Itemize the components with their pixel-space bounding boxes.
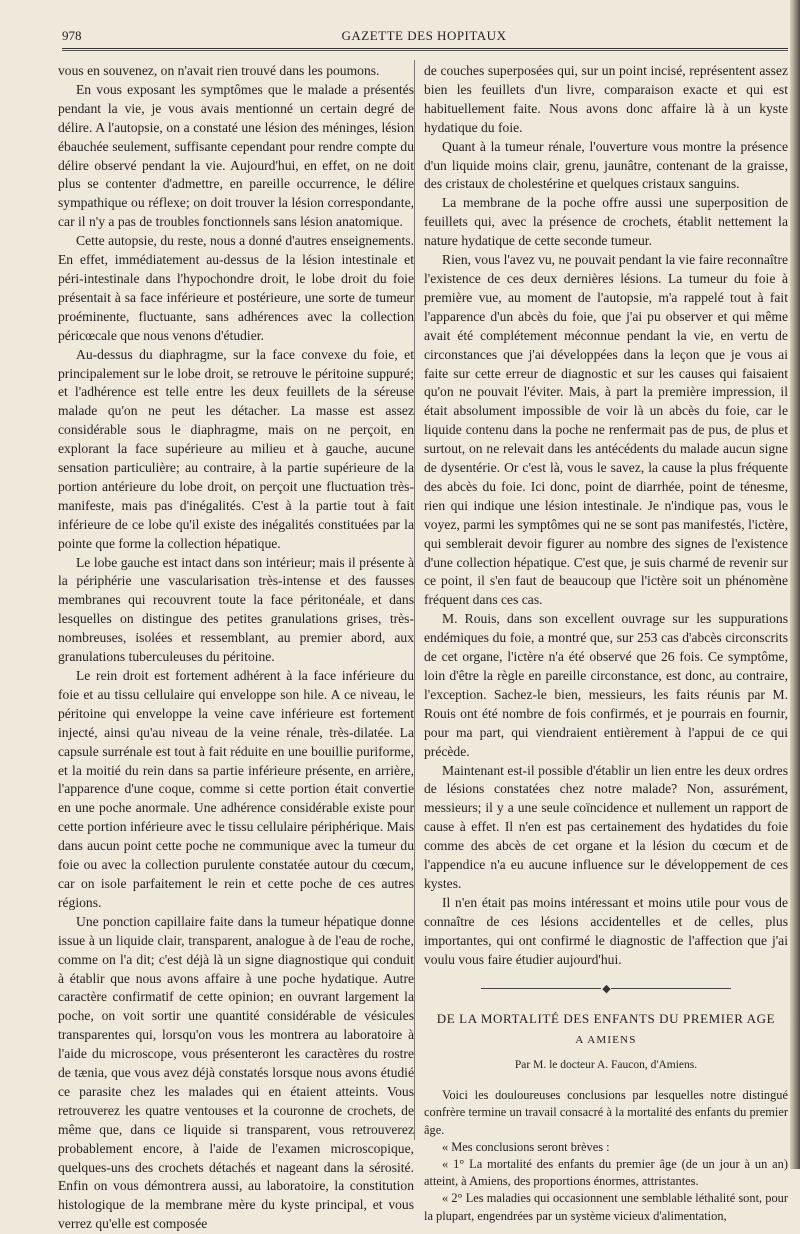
- header-rule: [62, 48, 788, 51]
- paragraph: vous en souvenez, on n'avait rien trouvé dans les poumons.: [58, 63, 380, 78]
- article-body: [424, 1087, 788, 1225]
- paragraph: « 2° Les maladies qui occasionnent une semblable léthalité sont, pour la plupart, engendrées par un système vicieux d'alimentation,: [424, 1191, 788, 1223]
- column-divider: [414, 60, 415, 1140]
- paragraph: Il n'en était pas moins intéressant et moins utile pour vous de connaître de ces lésions accidentelles et de celles, plus importantes, qui ont confirmé le diagnostic de l'affection que j'ai voulu vous faire étudier aujourd'hui.: [424, 894, 788, 967]
- section-separator: ◆: [424, 980, 788, 999]
- paragraph: de couches superposées qui, sur un point incisé, représentent assez bien les feuillets d'un livre, comparaison exacte et qui est habituellement faite. Nous avons donc affaire là à un kyste hydatique du foie.: [424, 63, 788, 135]
- paragraph: Maintenant est-il possible d'établir un lien entre les deux ordres de lésions constatées chez notre malade? Non, assurément, messieurs; il y a une seule coïncidence et nullement un rapport de cause à effet. Il n'en est pas certainement des hydatides du foie comme des abcès de cet organe et la lésion du cœcum et de l'appendice n'a eu aucune influence sur le développement de ces kystes.: [424, 762, 788, 891]
- left-column: [58, 62, 414, 1234]
- paragraph: Le rein droit est fortement adhérent à la face inférieure du foie et au tissu cellulaire qui enveloppe son hile. A ce niveau, le péritoine qui enveloppe la veine cave inférieure est fortement injecté, ainsi qu'au niveau de la veine rénale, très-dilatée. La capsule surrénale est tout à fait réduite en une bouillie puriforme, et la moitié du rein dans sa partie inférieure présente, en arrière, l'apparence d'une coque, comme si cette portion était convertie en une poche anormale. Une adhérence considérable existe pour cette portion inférieure avec le tissu cellulaire périphérique. Mais dans aucun point cette poche ne communique avec la tumeur du foie ou avec la collection purulente constatée autour du cœcum, car on isole parfaitement le rein et cette poche de ces autres régions.: [58, 668, 414, 910]
- page-header: [62, 24, 786, 46]
- paragraph: Au-dessus du diaphragme, sur la face convexe du foie, et principalement sur le lobe droit, se retrouve le péritoine suppuré; et l'adhérence est telle entre les deux feuillets de la séreuse malade qu'on ne peut les détacher. La masse est assez considérable sous le diaphragme, mais on ne perçoit, en explorant la face supérieure au milieu et à gauche, aucune sensation particulière; au contraire, à la partie supérieure de la portion antérieure du lobe droit, on perçoit une fluctuation très-manifeste, mais pas d'inégalités. C'est à la partie tout à fait inférieure de ce lobe qu'il existe des inégalités constituées par la pointe que forme la collection hépatique.: [58, 346, 414, 551]
- paragraph: En vous exposant les symptômes que le malade a présentés pendant la vie, je vous avais mentionné un certain degré de délire. A l'autopsie, on a constaté une lésion des méninges, lésion ébauchée seulement, suffisante cependant pour rendre compte du délire observé pendant la vie. Aujourd'hui, en effet, on ne doit plus se contenter d'admettre, en pareille occurrence, le délire sympathique ou réflexe; on doit trouver la lésion correspondante, car il n'y a pas de troubles fonctionnels sans lésion anatomique.: [58, 81, 414, 230]
- paragraph: Le lobe gauche est intact dans son intérieur; mais il présente à la périphérie une vascularisation très-intense et des fausses membranes qui recouvrent toute la face péritonéale, et dans lesquelles on distingue des petites granulations grises, très-nombreuses, isolées et ressemblant, au premier abord, aux granulations tuberculeuses du péritoine.: [58, 554, 414, 665]
- paragraph: « 1° La mortalité des enfants du premier âge (de un jour à un an) atteint, à Amiens, des proportions énormes, attristantes.: [424, 1156, 788, 1189]
- paragraph: Rien, vous l'avez vu, ne pouvait pendant la vie faire reconnaître l'existence de ces deux dernières lésions. La tumeur du foie à première vue, au moment de l'autopsie, m'a rappelé tout à fait l'apparence d'un abcès du foie, que j'ai pu observer et qui même avait été complétement méconnue pendant la vie, en vertu de circonstances que j'ai développées dans la leçon que je vous ai faite sur cette erreur de diagnostic et sur les causes qui faisaient qu'on ne pouvait l'éviter. Mais, à part la première impression, il était absolument impossible de voir là un abcès du foie, car le liquide contenu dans la poche ne renfermait pas de pus, de plus et surtout, on ne relevait dans les antécédents du malade aucun signe de dysentérie. Or c'est là, vous le savez, la cause la plus fréquente des abcès du foie. Ici donc, point de diarrhée, point de ténesme, rien qui indique une lésion intestinale. Je n'indique pas, vous le voyez, parmi les symptômes qui ne se sont pas manifestés, l'ictère, qui semblerait devoir figurer au nombre des signes de l'existence d'une collection hépatique. C'est que, je suis charmé de revenir sur ce point, il s'en faut de beaucoup que l'ictère soit un phénomène fréquent dans ces cas.: [424, 252, 788, 608]
- paragraph: M. Rouis, dans son excellent ouvrage sur les suppurations endémiques du foie, a montré que, sur 253 cas d'abcès circonscrits de cet organe, l'ictère n'a été observé que 26 fois. Ce symptôme, loin d'être la règle en pareille circonstance, est donc, au contraire, l'exception. Sachez-le bien, messieurs, les faits réunis par M. Rouis ont été nombre de fois confirmés, et je pourrais en fournir, pour ma part, qui viendraient entièrement à l'appui de ce qui précède.: [424, 611, 788, 759]
- page-number: 978: [62, 28, 82, 43]
- right-column: [424, 62, 788, 1225]
- paragraph: Cette autopsie, du reste, nous a donné d'autres enseignements. En effet, immédiatement au-dessus de la lésion intestinale et péri-intestinale dans l'hypochondre droit, le lobe droit du foie présentait à sa face inférieure et postérieure, une sorte de tumeur proéminente, fluctuante, sans adhérences avec la collection péricœcale que nous venons d'étudier.: [58, 233, 414, 343]
- paragraph: « Mes conclusions seront brèves :: [442, 1139, 610, 1154]
- running-title: GAZETTE DES HOPITAUX: [341, 28, 507, 43]
- article-author: Par M. le docteur A. Faucon, d'Amiens.: [514, 1059, 698, 1072]
- paragraph: Voici les douloureuses conclusions par lesquelles notre distingué confrère termine un travail consacré à la mortalité des enfants du premier âge.: [424, 1088, 788, 1137]
- article-title: DE LA MORTALITÉ DES ENFANTS DU PREMIER AGE: [436, 1011, 776, 1027]
- paragraph: Une ponction capillaire faite dans la tumeur hépatique donne issue à un liquide clair, transparent, analogue à de l'eau de roche, comme on l'a dit; c'est déjà là un signe diagnostique qui conduit à établir que nous avons affaire à une poche hydatique. Autre caractère confirmatif de cette opinion; en ouvrant largement la poche, on voit sortir une quantité considérable de vésicules transparentes qui, lorsqu'on vous les montrera au laboratoire à l'aide du microscope, vous présenteront les caractères du rostre de tænia, que vous avez déjà constatés lorsque nous avons étudié ce parasite chez les malades qui en étaient atteints. Vous retrouverez les quatre ventouses et la couronne de crochets, de même que, dans ce liquide si transparent, vous retrouverez probablement encore, à l'aide de l'examen microscopique, quelques-uns des crochets détachés et nageant dans la sérosité. Enfin on vous démontrera aussi, au laboratoire, la constitution histologique de la membrane mère du kyste principal, et vous verrez qu'elle est composée: [58, 913, 414, 1232]
- article-place: A AMIENS: [575, 1034, 637, 1047]
- paragraph: La membrane de la poche offre aussi une superposition de feuillets qui, avec la présence de crochets, établit nettement la nature hydatique de cette seconde tumeur.: [424, 195, 788, 249]
- paragraph: Quant à la tumeur rénale, l'ouverture vous montre la présence d'un liquide moins clair, grenu, jaunâtre, contenant de la graisse, des cristaux de cholestérine et quelques cristaux sanguins.: [424, 138, 788, 192]
- page-edge-shadow: [790, 0, 800, 1169]
